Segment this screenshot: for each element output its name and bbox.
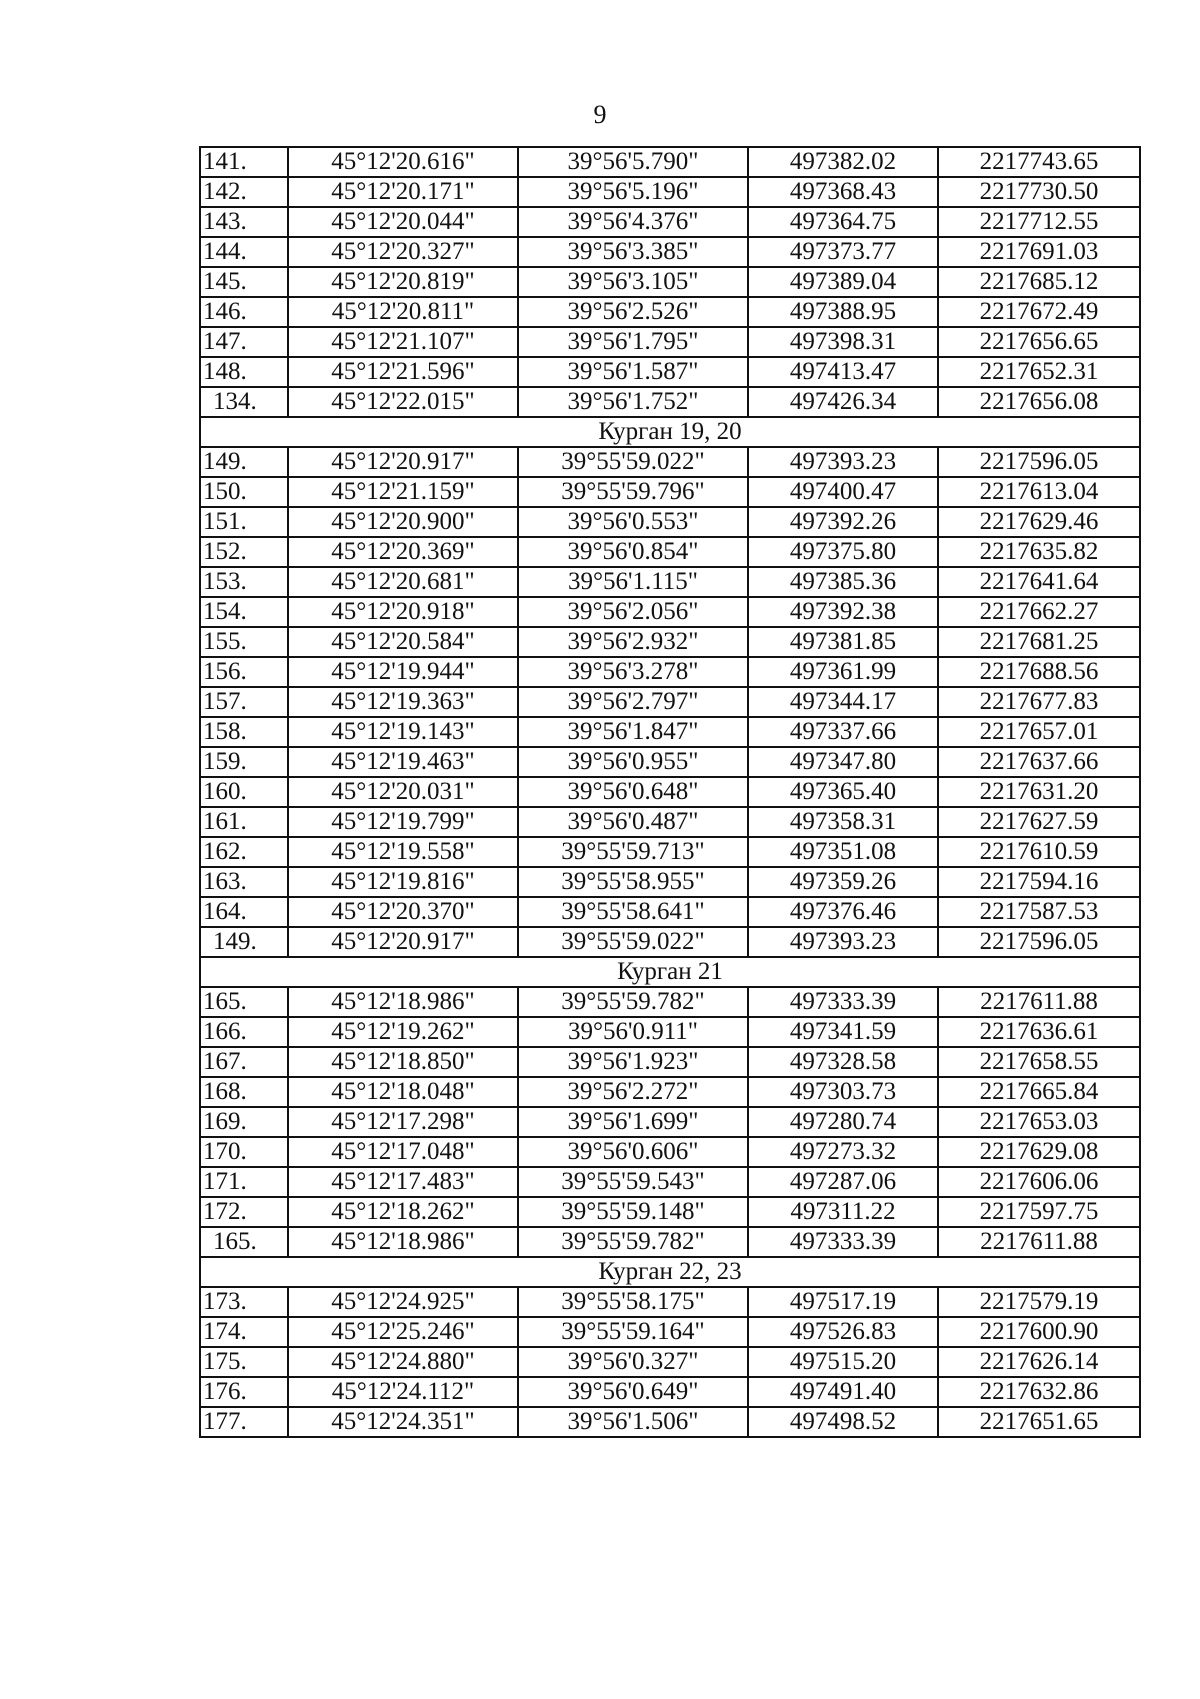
y-coordinate-cell: 2217629.08 [938, 1137, 1140, 1167]
x-coordinate-cell: 497347.80 [748, 747, 938, 777]
point-number-cell: 172. [200, 1197, 288, 1227]
table-row [200, 1197, 1140, 1227]
table-row [200, 1047, 1140, 1077]
y-coordinate-cell: 2217606.06 [938, 1167, 1140, 1197]
table-row [200, 1137, 1140, 1167]
longitude-cell: 39°55'59.796" [518, 477, 748, 507]
longitude-cell: 39°56'1.506" [518, 1407, 748, 1437]
x-coordinate-cell: 497341.59 [748, 1017, 938, 1047]
longitude-cell: 39°55'58.955" [518, 867, 748, 897]
table-row [200, 597, 1140, 627]
point-number-cell: 163. [200, 867, 288, 897]
y-coordinate-cell: 2217730.50 [938, 177, 1140, 207]
table-row [200, 1287, 1140, 1317]
latitude-cell: 45°12'20.681" [288, 567, 518, 597]
y-coordinate-cell: 2217596.05 [938, 927, 1140, 957]
table-row [200, 477, 1140, 507]
y-coordinate-cell: 2217611.88 [938, 1227, 1140, 1257]
x-coordinate-cell: 497359.26 [748, 867, 938, 897]
longitude-cell: 39°56'1.587" [518, 357, 748, 387]
point-number-cell: 165. [200, 987, 288, 1017]
latitude-cell: 45°12'20.811" [288, 297, 518, 327]
longitude-cell: 39°56'0.606" [518, 1137, 748, 1167]
y-coordinate-cell: 2217629.46 [938, 507, 1140, 537]
point-number-cell: 158. [200, 717, 288, 747]
y-coordinate-cell: 2217658.55 [938, 1047, 1140, 1077]
longitude-cell: 39°56'5.196" [518, 177, 748, 207]
latitude-cell: 45°12'21.596" [288, 357, 518, 387]
longitude-cell: 39°55'59.543" [518, 1167, 748, 1197]
section-heading: Курган 19, 20 [200, 417, 1140, 447]
x-coordinate-cell: 497337.66 [748, 717, 938, 747]
longitude-cell: 39°56'1.923" [518, 1047, 748, 1077]
point-number-cell: 174. [200, 1317, 288, 1347]
x-coordinate-cell: 497385.36 [748, 567, 938, 597]
point-number-cell: 153. [200, 567, 288, 597]
longitude-cell: 39°55'59.713" [518, 837, 748, 867]
x-coordinate-cell: 497491.40 [748, 1377, 938, 1407]
latitude-cell: 45°12'20.819" [288, 267, 518, 297]
x-coordinate-cell: 497526.83 [748, 1317, 938, 1347]
latitude-cell: 45°12'20.031" [288, 777, 518, 807]
longitude-cell: 39°56'1.752" [518, 387, 748, 417]
x-coordinate-cell: 497365.40 [748, 777, 938, 807]
longitude-cell: 39°56'0.911" [518, 1017, 748, 1047]
section-heading-row [200, 1257, 1140, 1287]
longitude-cell: 39°55'59.148" [518, 1197, 748, 1227]
latitude-cell: 45°12'21.107" [288, 327, 518, 357]
point-number-cell: 149. [200, 447, 288, 477]
y-coordinate-cell: 2217665.84 [938, 1077, 1140, 1107]
latitude-cell: 45°12'20.918" [288, 597, 518, 627]
x-coordinate-cell: 497392.38 [748, 597, 938, 627]
latitude-cell: 45°12'19.816" [288, 867, 518, 897]
table-row [200, 777, 1140, 807]
point-number-cell: 156. [200, 657, 288, 687]
y-coordinate-cell: 2217653.03 [938, 1107, 1140, 1137]
longitude-cell: 39°56'3.278" [518, 657, 748, 687]
y-coordinate-cell: 2217611.88 [938, 987, 1140, 1017]
y-coordinate-cell: 2217631.20 [938, 777, 1140, 807]
y-coordinate-cell: 2217600.90 [938, 1317, 1140, 1347]
y-coordinate-cell: 2217656.08 [938, 387, 1140, 417]
table-row [200, 537, 1140, 567]
table-row [200, 657, 1140, 687]
longitude-cell: 39°56'2.056" [518, 597, 748, 627]
x-coordinate-cell: 497368.43 [748, 177, 938, 207]
y-coordinate-cell: 2217662.27 [938, 597, 1140, 627]
latitude-cell: 45°12'20.900" [288, 507, 518, 537]
latitude-cell: 45°12'18.986" [288, 1227, 518, 1257]
point-number-cell: 146. [200, 297, 288, 327]
x-coordinate-cell: 497375.80 [748, 537, 938, 567]
latitude-cell: 45°12'17.483" [288, 1167, 518, 1197]
table-row [200, 1167, 1140, 1197]
x-coordinate-cell: 497373.77 [748, 237, 938, 267]
longitude-cell: 39°56'0.487" [518, 807, 748, 837]
x-coordinate-cell: 497381.85 [748, 627, 938, 657]
point-number-cell: 142. [200, 177, 288, 207]
longitude-cell: 39°56'1.115" [518, 567, 748, 597]
latitude-cell: 45°12'20.584" [288, 627, 518, 657]
longitude-cell: 39°55'58.641" [518, 897, 748, 927]
point-number-cell: 152. [200, 537, 288, 567]
x-coordinate-cell: 497358.31 [748, 807, 938, 837]
point-number-cell: 134. [200, 387, 288, 417]
section-heading: Курган 21 [200, 957, 1140, 987]
table-row [200, 267, 1140, 297]
point-number-cell: 159. [200, 747, 288, 777]
latitude-cell: 45°12'20.917" [288, 927, 518, 957]
coordinates-table [199, 146, 1141, 1438]
point-number-cell: 175. [200, 1347, 288, 1377]
table-row [200, 357, 1140, 387]
longitude-cell: 39°56'0.648" [518, 777, 748, 807]
table-row [200, 987, 1140, 1017]
y-coordinate-cell: 2217635.82 [938, 537, 1140, 567]
table-row [200, 177, 1140, 207]
table-row [200, 747, 1140, 777]
point-number-cell: 151. [200, 507, 288, 537]
table-row [200, 1107, 1140, 1137]
x-coordinate-cell: 497498.52 [748, 1407, 938, 1437]
table-row [200, 807, 1140, 837]
coordinates-table-body [200, 147, 1140, 1437]
point-number-cell: 143. [200, 207, 288, 237]
point-number-cell: 164. [200, 897, 288, 927]
y-coordinate-cell: 2217743.65 [938, 147, 1140, 177]
longitude-cell: 39°56'2.932" [518, 627, 748, 657]
x-coordinate-cell: 497303.73 [748, 1077, 938, 1107]
y-coordinate-cell: 2217587.53 [938, 897, 1140, 927]
point-number-cell: 141. [200, 147, 288, 177]
y-coordinate-cell: 2217672.49 [938, 297, 1140, 327]
longitude-cell: 39°56'0.854" [518, 537, 748, 567]
table-row [200, 1407, 1140, 1437]
longitude-cell: 39°56'1.795" [518, 327, 748, 357]
x-coordinate-cell: 497333.39 [748, 987, 938, 1017]
x-coordinate-cell: 497273.32 [748, 1137, 938, 1167]
x-coordinate-cell: 497287.06 [748, 1167, 938, 1197]
longitude-cell: 39°56'0.553" [518, 507, 748, 537]
table-row [200, 837, 1140, 867]
point-number-cell: 171. [200, 1167, 288, 1197]
longitude-cell: 39°55'59.164" [518, 1317, 748, 1347]
y-coordinate-cell: 2217681.25 [938, 627, 1140, 657]
x-coordinate-cell: 497388.95 [748, 297, 938, 327]
table-row [200, 927, 1140, 957]
table-row [200, 207, 1140, 237]
point-number-cell: 144. [200, 237, 288, 267]
latitude-cell: 45°12'18.850" [288, 1047, 518, 1077]
x-coordinate-cell: 497392.26 [748, 507, 938, 537]
latitude-cell: 45°12'17.048" [288, 1137, 518, 1167]
latitude-cell: 45°12'19.262" [288, 1017, 518, 1047]
y-coordinate-cell: 2217641.64 [938, 567, 1140, 597]
table-row [200, 447, 1140, 477]
y-coordinate-cell: 2217632.86 [938, 1377, 1140, 1407]
longitude-cell: 39°56'2.797" [518, 687, 748, 717]
latitude-cell: 45°12'20.369" [288, 537, 518, 567]
point-number-cell: 149. [200, 927, 288, 957]
table-row [200, 297, 1140, 327]
longitude-cell: 39°56'2.526" [518, 297, 748, 327]
latitude-cell: 45°12'20.171" [288, 177, 518, 207]
x-coordinate-cell: 497351.08 [748, 837, 938, 867]
latitude-cell: 45°12'20.616" [288, 147, 518, 177]
longitude-cell: 39°56'0.955" [518, 747, 748, 777]
latitude-cell: 45°12'24.925" [288, 1287, 518, 1317]
latitude-cell: 45°12'18.048" [288, 1077, 518, 1107]
longitude-cell: 39°56'0.649" [518, 1377, 748, 1407]
y-coordinate-cell: 2217594.16 [938, 867, 1140, 897]
longitude-cell: 39°56'1.847" [518, 717, 748, 747]
latitude-cell: 45°12'18.262" [288, 1197, 518, 1227]
y-coordinate-cell: 2217597.75 [938, 1197, 1140, 1227]
point-number-cell: 162. [200, 837, 288, 867]
longitude-cell: 39°55'58.175" [518, 1287, 748, 1317]
latitude-cell: 45°12'20.044" [288, 207, 518, 237]
latitude-cell: 45°12'25.246" [288, 1317, 518, 1347]
section-heading: Курган 22, 23 [200, 1257, 1140, 1287]
latitude-cell: 45°12'17.298" [288, 1107, 518, 1137]
table-row [200, 387, 1140, 417]
y-coordinate-cell: 2217688.56 [938, 657, 1140, 687]
y-coordinate-cell: 2217610.59 [938, 837, 1140, 867]
y-coordinate-cell: 2217651.65 [938, 1407, 1140, 1437]
table-row [200, 1347, 1140, 1377]
latitude-cell: 45°12'24.351" [288, 1407, 518, 1437]
y-coordinate-cell: 2217613.04 [938, 477, 1140, 507]
table-row [200, 627, 1140, 657]
point-number-cell: 147. [200, 327, 288, 357]
table-row [200, 717, 1140, 747]
x-coordinate-cell: 497515.20 [748, 1347, 938, 1377]
x-coordinate-cell: 497333.39 [748, 1227, 938, 1257]
x-coordinate-cell: 497400.47 [748, 477, 938, 507]
x-coordinate-cell: 497376.46 [748, 897, 938, 927]
y-coordinate-cell: 2217691.03 [938, 237, 1140, 267]
longitude-cell: 39°56'4.376" [518, 207, 748, 237]
longitude-cell: 39°56'0.327" [518, 1347, 748, 1377]
longitude-cell: 39°56'1.699" [518, 1107, 748, 1137]
table-row [200, 1077, 1140, 1107]
x-coordinate-cell: 497389.04 [748, 267, 938, 297]
latitude-cell: 45°12'24.880" [288, 1347, 518, 1377]
x-coordinate-cell: 497344.17 [748, 687, 938, 717]
latitude-cell: 45°12'19.143" [288, 717, 518, 747]
x-coordinate-cell: 497393.23 [748, 447, 938, 477]
latitude-cell: 45°12'19.944" [288, 657, 518, 687]
point-number-cell: 167. [200, 1047, 288, 1077]
table-row [200, 147, 1140, 177]
latitude-cell: 45°12'19.799" [288, 807, 518, 837]
x-coordinate-cell: 497311.22 [748, 1197, 938, 1227]
x-coordinate-cell: 497393.23 [748, 927, 938, 957]
point-number-cell: 168. [200, 1077, 288, 1107]
latitude-cell: 45°12'19.463" [288, 747, 518, 777]
longitude-cell: 39°55'59.782" [518, 987, 748, 1017]
table-row [200, 327, 1140, 357]
point-number-cell: 177. [200, 1407, 288, 1437]
y-coordinate-cell: 2217652.31 [938, 357, 1140, 387]
point-number-cell: 170. [200, 1137, 288, 1167]
point-number-cell: 169. [200, 1107, 288, 1137]
x-coordinate-cell: 497382.02 [748, 147, 938, 177]
x-coordinate-cell: 497398.31 [748, 327, 938, 357]
x-coordinate-cell: 497413.47 [748, 357, 938, 387]
latitude-cell: 45°12'19.558" [288, 837, 518, 867]
point-number-cell: 145. [200, 267, 288, 297]
y-coordinate-cell: 2217596.05 [938, 447, 1140, 477]
longitude-cell: 39°56'5.790" [518, 147, 748, 177]
longitude-cell: 39°56'3.105" [518, 267, 748, 297]
table-row [200, 897, 1140, 927]
point-number-cell: 176. [200, 1377, 288, 1407]
y-coordinate-cell: 2217712.55 [938, 207, 1140, 237]
point-number-cell: 173. [200, 1287, 288, 1317]
point-number-cell: 154. [200, 597, 288, 627]
latitude-cell: 45°12'20.917" [288, 447, 518, 477]
y-coordinate-cell: 2217656.65 [938, 327, 1140, 357]
longitude-cell: 39°55'59.782" [518, 1227, 748, 1257]
table-row [200, 687, 1140, 717]
table-row [200, 567, 1140, 597]
section-heading-row [200, 417, 1140, 447]
latitude-cell: 45°12'22.015" [288, 387, 518, 417]
longitude-cell: 39°56'3.385" [518, 237, 748, 267]
y-coordinate-cell: 2217685.12 [938, 267, 1140, 297]
x-coordinate-cell: 497364.75 [748, 207, 938, 237]
latitude-cell: 45°12'20.370" [288, 897, 518, 927]
y-coordinate-cell: 2217626.14 [938, 1347, 1140, 1377]
longitude-cell: 39°55'59.022" [518, 447, 748, 477]
longitude-cell: 39°55'59.022" [518, 927, 748, 957]
point-number-cell: 150. [200, 477, 288, 507]
section-heading-row [200, 957, 1140, 987]
x-coordinate-cell: 497328.58 [748, 1047, 938, 1077]
point-number-cell: 157. [200, 687, 288, 717]
point-number-cell: 155. [200, 627, 288, 657]
table-row [200, 1377, 1140, 1407]
latitude-cell: 45°12'20.327" [288, 237, 518, 267]
x-coordinate-cell: 497280.74 [748, 1107, 938, 1137]
table-row [200, 867, 1140, 897]
table-row [200, 1227, 1140, 1257]
x-coordinate-cell: 497426.34 [748, 387, 938, 417]
table-row [200, 1317, 1140, 1347]
table-row [200, 1017, 1140, 1047]
latitude-cell: 45°12'18.986" [288, 987, 518, 1017]
page-number: 9 [593, 100, 607, 129]
y-coordinate-cell: 2217637.66 [938, 747, 1140, 777]
latitude-cell: 45°12'21.159" [288, 477, 518, 507]
y-coordinate-cell: 2217677.83 [938, 687, 1140, 717]
y-coordinate-cell: 2217579.19 [938, 1287, 1140, 1317]
x-coordinate-cell: 497361.99 [748, 657, 938, 687]
longitude-cell: 39°56'2.272" [518, 1077, 748, 1107]
x-coordinate-cell: 497517.19 [748, 1287, 938, 1317]
y-coordinate-cell: 2217657.01 [938, 717, 1140, 747]
point-number-cell: 161. [200, 807, 288, 837]
point-number-cell: 148. [200, 357, 288, 387]
table-row [200, 237, 1140, 267]
y-coordinate-cell: 2217627.59 [938, 807, 1140, 837]
latitude-cell: 45°12'24.112" [288, 1377, 518, 1407]
latitude-cell: 45°12'19.363" [288, 687, 518, 717]
point-number-cell: 160. [200, 777, 288, 807]
table-row [200, 507, 1140, 537]
point-number-cell: 166. [200, 1017, 288, 1047]
y-coordinate-cell: 2217636.61 [938, 1017, 1140, 1047]
point-number-cell: 165. [200, 1227, 288, 1257]
